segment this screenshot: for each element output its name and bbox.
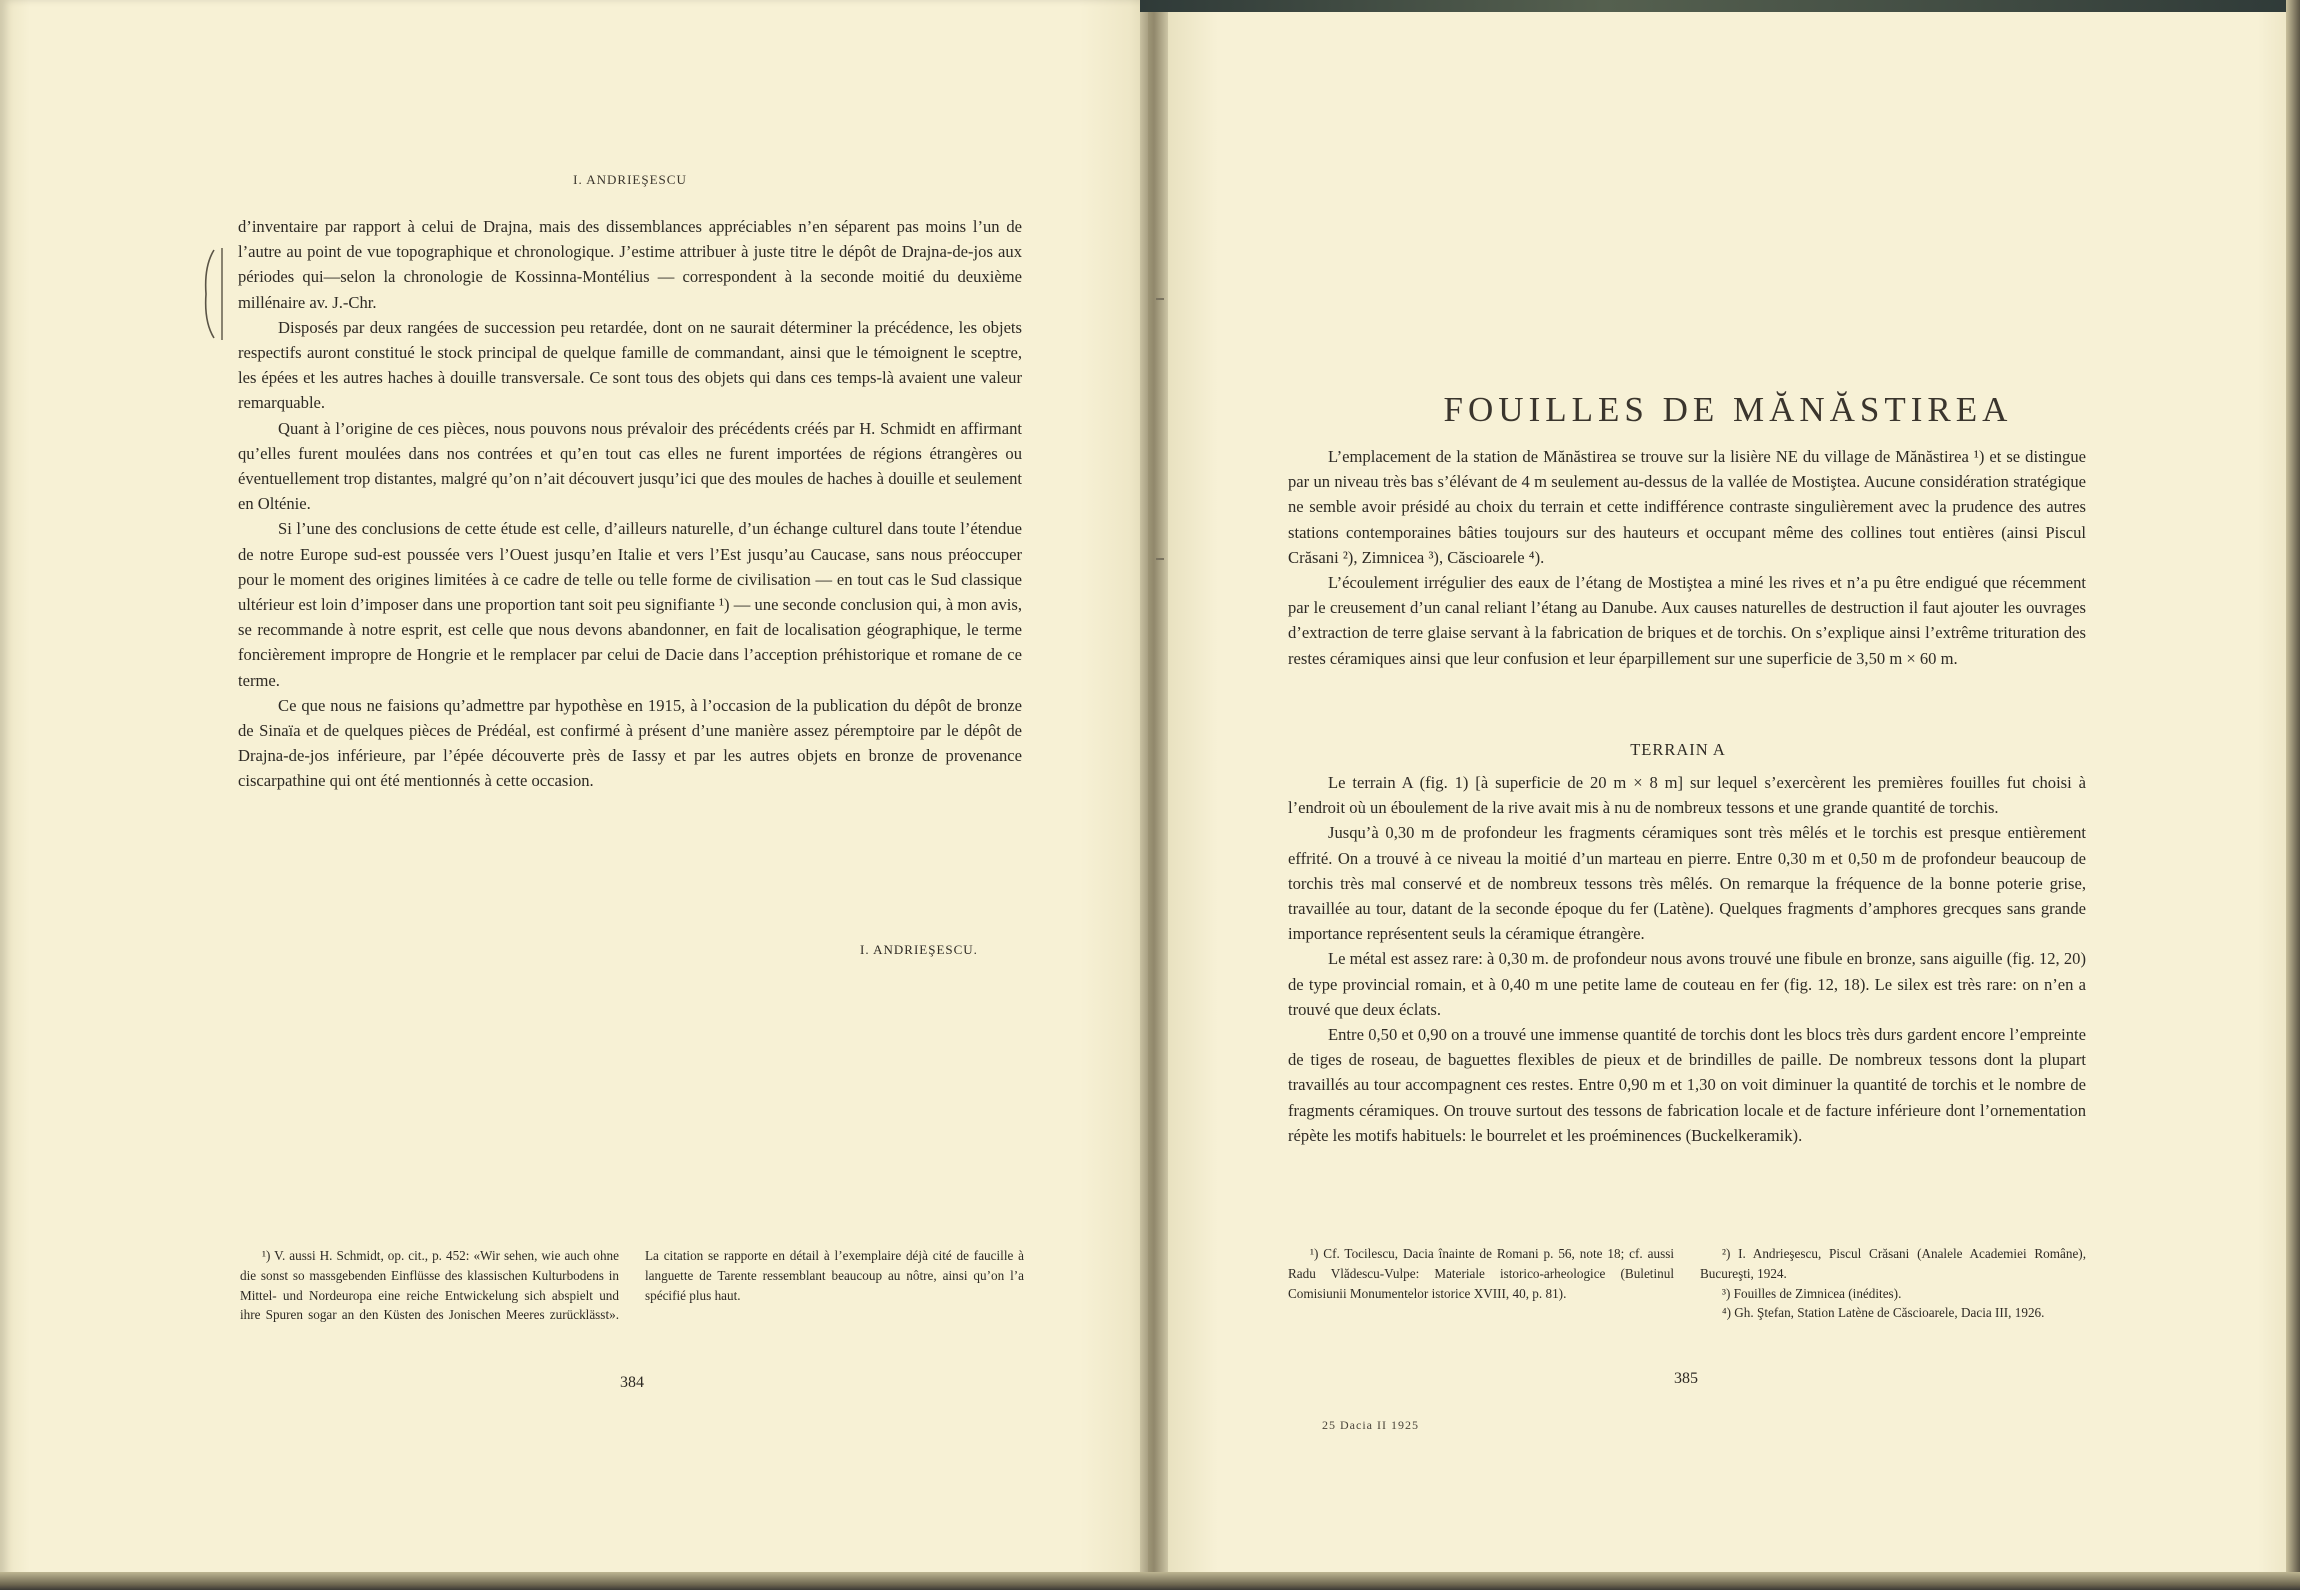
page-edge-right	[2286, 0, 2300, 1590]
right-page	[1148, 0, 2300, 1590]
left-body-text	[238, 214, 1022, 794]
margin-tick-mark	[1156, 298, 1164, 300]
paragraph: d’inventaire par rapport à celui de Drajna, mais des dissemblances appréciables n’en séparent pas moins l’un de l’autre au point de vue topographique et chronologique. J’estime attribuer à juste titre le dépôt de Drajna-de-jos aux périodes qui—selon la chronologie de Kossinna-Montélius — correspondent à la seconde moitié du deuxième millénaire av. J.-Chr.	[238, 217, 1022, 312]
background-strip	[1140, 0, 2300, 12]
right-intro-text	[1288, 444, 2086, 671]
paragraph: Entre 0,50 et 0,90 on a trouvé une immense quantité de torchis dont les blocs très durs gardent encore l’empreinte de tiges de roseau, de baguettes flexibles de pieux et de brindilles de paille. De nombreux tessons dont la plupart travaillés au tour accompagnent ces restes. Entre 0,90 m et 1,30 on voit diminuer la quantité de torchis et le nombre de fragments céramiques. On trouve surtout des tessons de fabrication locale et de facture inférieure dont l’ornementation répète les motifs habituels: le bourrelet et les proéminences (Buckelkeramik).	[1288, 1025, 2086, 1145]
page-number: 384	[620, 1374, 644, 1391]
paragraph: Jusqu’à 0,30 m de profondeur les fragments céramiques sont très mêlés et le torchis est presque entièrement effrité. On a trouvé à ce niveau la moitié d’un marteau en pierre. Entre 0,30 m et 0,50 m de profondeur beaucoup de torchis très mal conservé et de nombreux tessons très mêlés. On remarque la fréquence de la bonne poterie grise, travaillée au tour, datant de la seconde époque du fer (Latène). Quelques fragments d’amphores grecques sans grande importance représentent seuls la céramique étrangère.	[1288, 823, 2086, 944]
right-terrain-text	[1288, 770, 2086, 1148]
article-title: FOUILLES DE MĂNĂSTIREA	[1443, 390, 2013, 429]
paragraph: Quant à l’origine de ces pièces, nous pouvons nous prévaloir des précédents créés par H. Schmidt en affirmant qu’elles furent moulées dans nos contrées et qu’en tout cas elles ne furent importées de régions étrangères ou éventuellement trop distantes, malgré qu’on n’ait découvert jusqu’ici que des moules de haches à douille et seulement en Olténie.	[238, 418, 1022, 514]
footnote: ³) Fouilles de Zimnicea (inédites).	[1722, 1285, 1902, 1301]
footnote: ²) I. Andrieşescu, Piscul Crăsani (Analele Academiei Române), Bucureşti, 1924.	[1700, 1246, 2086, 1281]
page-number: 385	[1674, 1370, 1698, 1387]
paragraph: L’écoulement irrégulier des eaux de l’étang de Mostiştea a miné les rives et n’a pu être endigué que récemment par le creusement d’un canal reliant l’étang au Danube. Aux causes naturelles de destruction il faut ajouter les ouvrages d’extraction de terre glaise servant à la fabrication de briques et de torchis. On s’explique ainsi l’extrême trituration des restes céramiques ainsi que leur confusion et leur éparpillement sur une superficie de 3,50 m × 60 m.	[1288, 573, 2086, 668]
section-heading: TERRAIN A	[1630, 740, 1726, 759]
paragraph: Si l’une des conclusions de cette étude est celle, d’ailleurs naturelle, d’un échange culturel dans toute l’étendue de notre Europe sud-est poussée vers l’Ouest jusqu’en Italie et vers l’Est jusqu’au Caucase, sans nous préoccuper pour le moment des origines limitées à ce cadre de telle ou telle forme de civilisation — en tout cas le Sud classique ultérieur est loin d’imposer dans une proportion tant soit peu signifiante ¹) — une seconde conclusion qui, à mon avis, se recommande à notre esprit, est celle que nous devons abandonner, en fait de localisation géographique, le terme foncièrement impropre de Hongrie et le remplacer par celui de Dacie dans l’acception préhistorique et romane de ce terme.	[238, 519, 1022, 690]
right-footnotes	[1288, 1244, 2086, 1323]
footnote: ¹) Cf. Tocilescu, Dacia înainte de Romani p. 56, note 18; cf. aussi Radu Vlădescu-Vulpe: Materiale istorico-arheologice (Buletinul Comisiunii Monumentelor istorice XVIII, 40, p. 81).	[1288, 1246, 1674, 1301]
footnote: ¹) V. aussi H. Schmidt, op. cit., p. 452: «Wir sehen, wie auch ohne die sonst so massgebenden Einflüsse des klassischen Kulturbodens in Mittel- und Nordeuropa eine reiche Entwickelung sich abspielt und ihre Spuren sogar an den Küsten des Jonischen Meeres zurücklässt». La citation se rapporte en détail à l’exemplaire déjà cité de faucille à languette de Tarente ressemblant beaucoup au nôtre, ainsi qu’on l’a spécifié plus haut.	[240, 1248, 1024, 1323]
footnote: ⁴) Gh. Ştefan, Station Latène de Căscioarele, Dacia III, 1926.	[1722, 1305, 2045, 1321]
paragraph: Disposés par deux rangées de succession peu retardée, dont on ne saurait déterminer la précédence, les objets respectifs auront constitué le stock principal de quelque famille de commandant, ainsi que le témoignent le sceptre, les épées et les autres haches à douille transversale. Ce sont tous des objets qui dans ces temps-là avaient une valeur remarquable.	[238, 317, 1022, 413]
margin-bracket-mark	[200, 246, 226, 342]
running-head: I. ANDRIEŞESCU	[573, 172, 687, 187]
page-edge-bottom	[0, 1572, 2300, 1590]
book-gutter	[1140, 0, 1168, 1590]
author-signature: I. ANDRIEŞESCU.	[860, 942, 978, 957]
left-footnotes	[240, 1246, 1024, 1325]
paragraph: Ce que nous ne faisions qu’admettre par hypothèse en 1915, à l’occasion de la publication du dépôt de bronze de Sinaïa et de quelques pièces de Prédéal, est confirmé à présent d’une manière assez péremptoire par le dépôt de Drajna-de-jos inférieure, par l’épée découverte près de Iassy et par les autres objets en bronze de provenance ciscarpathine qui ont été mentionnés à cette occasion.	[238, 695, 1022, 791]
paragraph: Le terrain A (fig. 1) [à superficie de 20 m × 8 m] sur lequel s’exercèrent les premières fouilles fut choisi à l’endroit où un éboulement de la rive avait mis à nu de nombreux tessons et une grande quantité de torchis.	[1288, 773, 2086, 818]
paragraph: L’emplacement de la station de Mănăstirea se trouve sur la lisière NE du village de Mănăstirea ¹) et se distingue par un niveau très bas s’élévant de 4 m seulement au-dessus de la vallée de Mostiştea. Aucune considération stratégique ne semble avoir présidé au choix du terrain et cette indifférence contraste singulièrement avec la prudence des autres stations contemporaines bâties toujours sur des hauteurs et occupant même des collines tout entières (ainsi Piscul Crăsani ²), Zimnicea ³), Căscioarele ⁴).	[1288, 447, 2086, 567]
margin-tick-mark	[1156, 558, 1164, 560]
printer-signature-mark: 25 Dacia II 1925	[1322, 1418, 1419, 1432]
paragraph: Le métal est assez rare: à 0,30 m. de profondeur nous avons trouvé une fibule en bronze, sans aiguille (fig. 12, 20) de type provincial romain, et à 0,40 m une petite lame de couteau en fer (fig. 12, 18). Le silex est très rare: on n’en a trouvé que deux éclats.	[1288, 949, 2086, 1019]
